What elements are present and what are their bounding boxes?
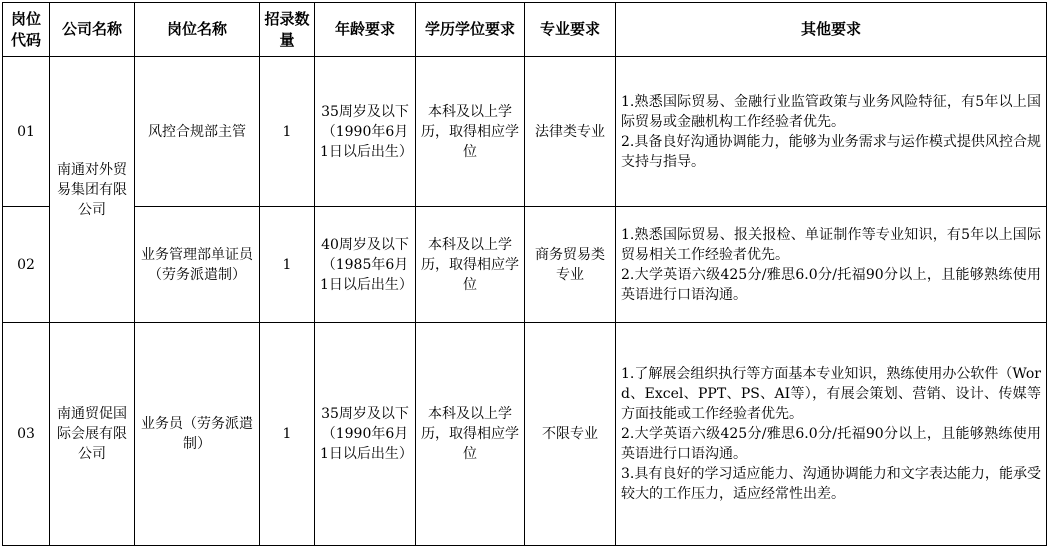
requirement-item: 1.熟悉国际贸易、金融行业监管政策与业务风险特征，有5年以上国际贸易或金融机构工作经验者优先。 (621, 93, 1041, 130)
job-code: 03 (3, 323, 50, 546)
requirement-item: 2.大学英语六级425分/雅思6.0分/托福90分以上，且能够熟练使用英语进行口语沟通。 (621, 426, 1041, 462)
table-row (3, 57, 1047, 207)
requirement-item: 3.具有良好的学习适应能力、沟通协调能力和文字表达能力，能承受较大的工作压力，适应经常性出差。 (621, 466, 1041, 502)
header-count: 招录数量 (260, 3, 315, 57)
job-code: 01 (3, 57, 50, 207)
position-name: 业务管理部单证员（劳务派遣制） (135, 207, 260, 323)
education-requirement: 本科及以上学历，取得相应学位 (416, 323, 525, 546)
other-requirements (616, 57, 1047, 207)
age-requirement: 40周岁及以下（1985年6月1日以后出生） (315, 207, 416, 323)
hire-count: 1 (260, 57, 315, 207)
header-other: 其他要求 (616, 3, 1047, 57)
header-company: 公司名称 (50, 3, 135, 57)
position-name: 业务员（劳务派遣制） (135, 323, 260, 546)
recruitment-table (2, 2, 1047, 546)
major-requirement: 商务贸易类专业 (525, 207, 616, 323)
header-major: 专业要求 (525, 3, 616, 57)
header-education: 学历学位要求 (416, 3, 525, 57)
header-code: 岗位代码 (3, 3, 50, 57)
job-code: 02 (3, 207, 50, 323)
table-row (3, 207, 1047, 323)
hire-count: 1 (260, 207, 315, 323)
header-row (3, 3, 1047, 57)
major-requirement: 不限专业 (525, 323, 616, 546)
header-position: 岗位名称 (135, 3, 260, 57)
age-requirement: 35周岁及以下（1990年6月1日以后出生） (315, 323, 416, 546)
education-requirement: 本科及以上学历，取得相应学位 (416, 57, 525, 207)
hire-count: 1 (260, 323, 315, 546)
header-age: 年龄要求 (315, 3, 416, 57)
company-name: 南通贸促国际会展有限公司 (50, 323, 135, 546)
requirement-item: 1.了解展会组织执行等方面基本专业知识，熟练使用办公软件（Word、Excel、PPT、PS、AI等），有展会策划、营销、设计、传媒等方面技能或工作经验者优先。 (621, 366, 1041, 422)
requirement-item: 1.熟悉国际贸易、报关报检、单证制作等专业知识，有5年以上国际贸易相关工作经验者优先。 (621, 226, 1041, 263)
position-name: 风控合规部主管 (135, 57, 260, 207)
education-requirement: 本科及以上学历，取得相应学位 (416, 207, 525, 323)
requirement-item: 2.具备良好沟通协调能力，能够为业务需求与运作模式提供风控合规支持与指导。 (621, 133, 1041, 170)
company-name: 南通对外贸易集团有限公司 (50, 57, 135, 323)
other-requirements (616, 323, 1047, 546)
requirement-item: 2.大学英语六级425分/雅思6.0分/托福90分以上，且能够熟练使用英语进行口语沟通。 (621, 266, 1041, 303)
table-row (3, 323, 1047, 546)
age-requirement: 35周岁及以下（1990年6月1日以后出生） (315, 57, 416, 207)
other-requirements (616, 207, 1047, 323)
major-requirement: 法律类专业 (525, 57, 616, 207)
